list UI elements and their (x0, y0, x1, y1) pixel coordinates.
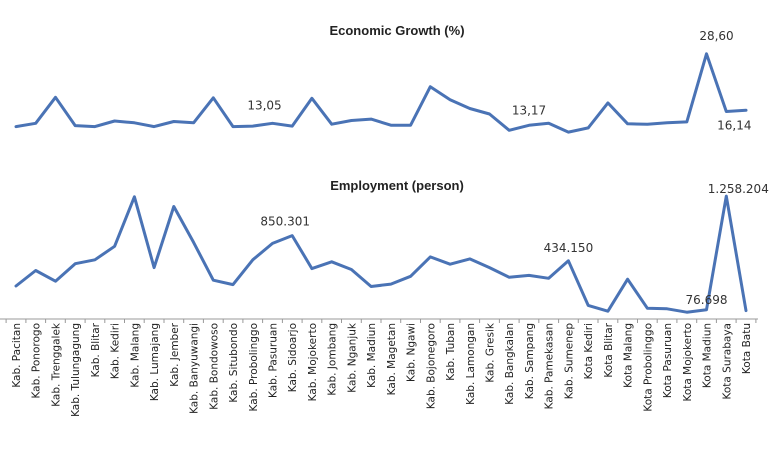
x-tick-label: Kab. Sumenep (563, 323, 576, 400)
x-tick-label: Kab. Lumajang (149, 323, 162, 402)
x-tick-label: Kab. Mojokerto (306, 323, 319, 402)
x-tick-label: Kab. Nganjuk (346, 323, 359, 393)
x-tick-label: Kab. Malang (129, 323, 142, 388)
growth-chart-title: Economic Growth (%) (329, 23, 465, 38)
x-tick-label: Kab. Situbondo (228, 323, 240, 403)
x-tick-label: Kab. Sampang (524, 323, 536, 400)
x-tick-label: Kota Malang (622, 323, 635, 388)
growth-chart (16, 29, 752, 133)
employment-chart (16, 182, 769, 312)
x-tick-label: Kab. Bojonegoro (425, 323, 438, 410)
x-tick-label: Kab. Magetan (385, 323, 398, 396)
x-tick-label: Kab. Sidoarjo (287, 323, 300, 393)
employment-chart-title: Employment (person) (330, 178, 464, 193)
employment-series-line (16, 196, 746, 312)
growth-data-label: 28,60 (699, 28, 734, 43)
x-tick-label: Kab. Bondowoso (208, 323, 221, 410)
x-tick-label: Kab. Banyuwangi (188, 323, 201, 414)
x-tick-label: Kab. Pacitan (11, 323, 23, 388)
x-tick-label: Kab. Pasuruan (267, 323, 280, 398)
x-tick-label: Kab. Kediri (109, 323, 122, 380)
x-tick-label: Kota Blitar (602, 323, 615, 378)
x-tick-label: Kab. Blitar (89, 323, 102, 378)
x-axis (0, 319, 758, 417)
x-tick-label: Kota Madiun (701, 323, 714, 389)
x-tick-label: Kab. Lamongan (464, 323, 477, 405)
x-tick-label: Kota Kediri (583, 323, 596, 380)
x-tick-label: Kab. Tulungagung (70, 323, 83, 417)
x-tick-label: Kab. Ponorogo (30, 323, 43, 399)
employment-data-label: 76.698 (685, 292, 728, 307)
x-tick-label: Kab. Probolinggo (247, 323, 260, 412)
x-tick-label: Kab. Ngawi (405, 323, 418, 382)
x-tick-label: Kota Batu (741, 323, 753, 375)
growth-series-line (16, 54, 746, 132)
x-tick-label: Kab. Trenggalek (50, 323, 63, 407)
growth-data-label: 13,17 (511, 103, 547, 118)
x-tick-label: Kab. Madiun (366, 323, 379, 388)
growth-data-label: 13,05 (247, 98, 282, 113)
x-tick-label: Kota Mojokerto (681, 323, 694, 402)
employment-data-label: 1.258.204 (707, 182, 769, 197)
employment-data-label: 434.150 (543, 240, 594, 255)
growth-data-label: 16,14 (717, 118, 752, 133)
employment-data-label: 850.301 (260, 214, 311, 229)
x-tick-label: Kab. Tuban (445, 323, 458, 381)
x-tick-label: Kab. Jember (168, 323, 181, 387)
x-tick-label: Kab. Bangkalan (504, 323, 517, 405)
x-tick-label: Kab. Jombang (326, 323, 339, 396)
x-tick-label: Kab. Gresik (484, 323, 497, 383)
x-tick-label: Kota Surabaya (721, 323, 734, 400)
x-tick-label: Kota Probolinggo (642, 323, 655, 412)
x-tick-label: Kab. Pamekasan (543, 323, 556, 410)
x-tick-label: Kota Pasuruan (662, 323, 675, 399)
